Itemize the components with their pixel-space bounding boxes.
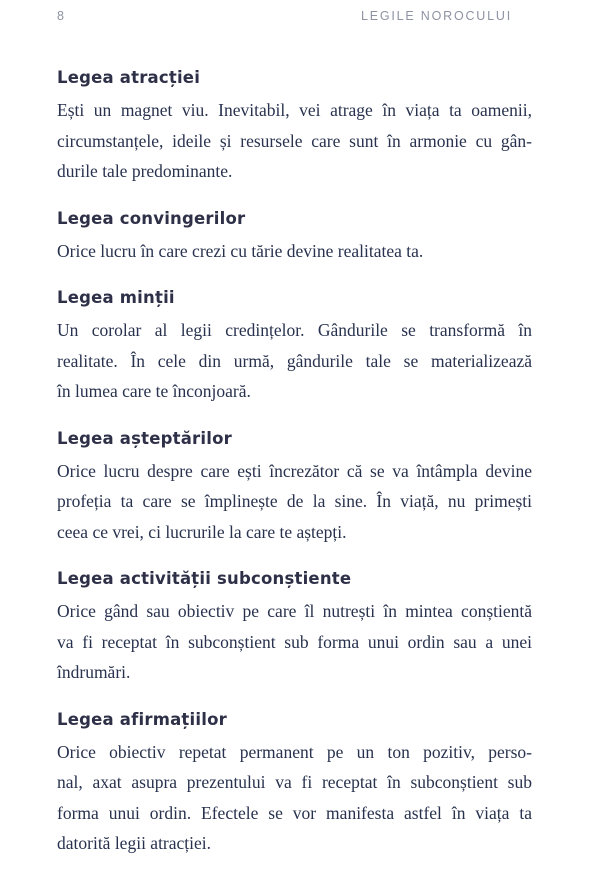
- law-section-activitatii-subconstiente: [57, 567, 532, 688]
- page-number: 8: [57, 9, 65, 23]
- page-content: [0, 66, 608, 859]
- section-paragraph: Ești un magnet viu. Inevitabil, vei atrage în viața ta oamenii, circumstanțele, ideile și resursele care sunt în armonie cu gân- durile tale predominante.: [57, 100, 532, 181]
- section-paragraph: Orice lucru în care crezi cu tărie devine realitatea ta.: [57, 240, 424, 261]
- page-header: [0, 0, 608, 24]
- running-title: LEGILE NOROCULUI: [360, 9, 512, 23]
- section-heading: Legea așteptărilor: [57, 428, 232, 448]
- section-paragraph: Orice lucru despre care ești încrezător că se va întâmpla devine profeția ta care se împlinește de la sine. În viață, nu primești ceea ce vrei, ci lucrurile la care te aștepți.: [57, 460, 532, 542]
- section-paragraph: Orice gând sau obiectiv pe care îl nutrești în mintea conștientă va fi receptat în subconștient sub forma unui ordin sau a unei îndrumări.: [57, 601, 532, 682]
- law-section-afirmatiilor: [57, 708, 532, 859]
- section-paragraph: Un corolar al legii credințelor. Gândurile se transformă în realitate. În cele din urmă, gândurile tale se materializează în lumea care te înconjoară.: [57, 320, 532, 401]
- section-heading: Legea activității subconștiente: [57, 569, 352, 588]
- law-section-convingerilor: [57, 207, 532, 267]
- section-heading: Legea minții: [57, 288, 175, 307]
- law-section-atractiei: [57, 66, 532, 187]
- law-section-asteptarilor: [57, 427, 532, 548]
- section-heading: Legea atracției: [57, 68, 201, 87]
- section-paragraph: Orice obiectiv repetat permanent pe un ton pozitiv, perso- nal, axat asupra prezentului va fi receptat în subconștient sub forma unui ordin. Efectele se vor manifesta astfel în viața ta datorită legii atracției.: [57, 741, 532, 853]
- section-heading: Legea afirmațiilor: [57, 709, 227, 729]
- section-heading: Legea convingerilor: [57, 208, 246, 228]
- law-section-mintii: [57, 286, 532, 407]
